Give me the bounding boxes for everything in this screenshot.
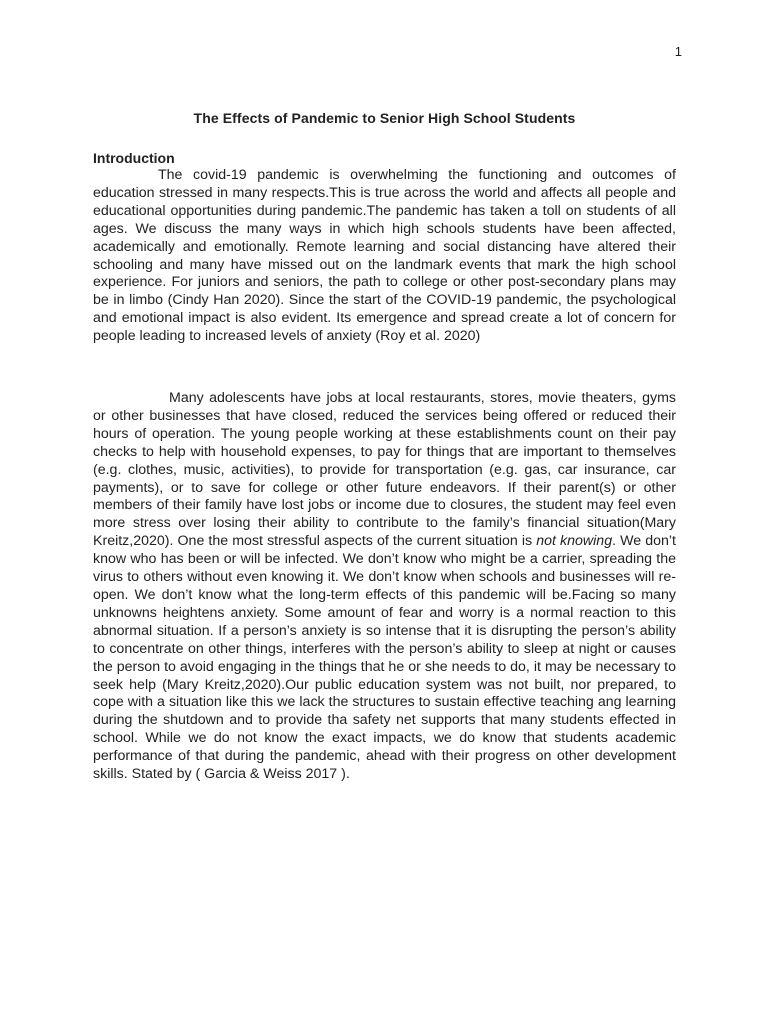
paragraph-introduction	[93, 167, 676, 346]
section-heading-introduction: Introduction	[93, 150, 175, 166]
paragraph-adolescents	[93, 390, 676, 784]
paragraph-2-text-end: . We don’t know who has been or will be infected. We don’t know who might be a carrier, spreading the virus to others without even knowing it. We don’t know when schools and businesses will re-open. We don’t know what the long-term effects of this pandemic will be.Facing so many unknowns heightens anxiety. Some amount of fear and worry is a normal reaction to this abnormal situation. If a person’s anxiety is so intense that it is disrupting the person’s ability to concentrate on other things, interferes with the person’s ability to sleep at night or causes the person to avoid engaging in the things that he or she needs to do, it may be necessary to seek help (Mary Kreitz,2020).Our public education system was not built, nor prepared, to cope with a situation like this we lack the structures to sustain effective teaching ang learning during the shutdown and to provide tha safety net supports that many students effected in school. While we do not know the exact impacts, we do know that students academic performance of that during the pandemic, ahead with their progress on other development skills. Stated by ( Garcia & Weiss 2017 ).	[93, 533, 677, 783]
paragraph-2-text-start: Many adolescents have jobs at local restaurants, stores, movie theaters, gyms or other businesses that have closed, reduced the services being offered or reduced their hours of operation. The young people working at these establishments count on their pay checks to help with household expenses, to pay for things that are important to themselves (e.g. clothes, music, activities), to provide for transportation (e.g. gas, car insurance, car payments), or to save for college or other future endeavors. If their parent(s) or other members of their family have lost jobs or income due to closures, the student may feel even more stress over losing their ability to contribute to the family’s financial situation(Mary Kreitz,2020). One the most stressful aspects of the current situation is	[93, 390, 676, 550]
page-number: 1	[674, 44, 682, 59]
document-title: The Effects of Pandemic to Senior High School Students	[193, 110, 576, 126]
paragraph-1-text: The covid-19 pandemic is overwhelming the functioning and outcomes of education stressed in many respects.This is true across the world and affects all people and educational opportunities during pandemic.The pandemic has taken a toll on students of all ages. We discuss the many ways in which high schools students have been affected, academically and emotionally. Remote learning and social distancing have altered their schooling and many have missed out on the landmark events that mark the high school experience. For juniors and seniors, the path to college or other post-secondary plans may be in limbo (Cindy Han 2020). Since the start of the COVID-19 pandemic, the psychological and emotional impact is also evident. Its emergence and spread create a lot of concern for people leading to increased levels of anxiety (Roy et al. 2020)	[93, 167, 676, 345]
paragraph-2-emphasis: not knowing	[536, 533, 613, 550]
